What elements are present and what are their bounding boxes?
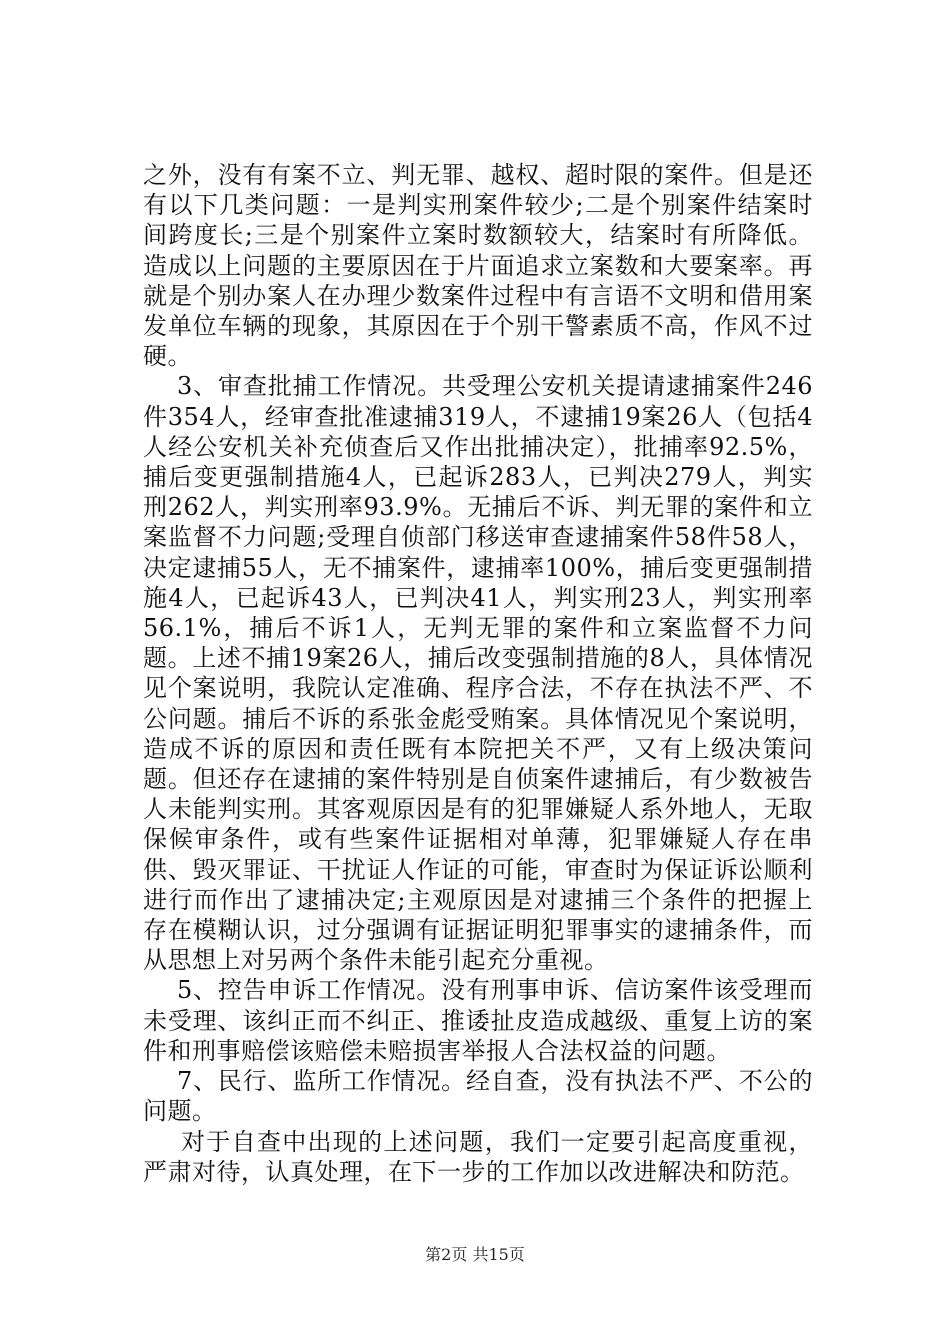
page-number-label: 第2页 共15页 [425, 1245, 525, 1264]
paragraph-civil-prison: 7、民行、监所工作情况。经自查，没有执法不严、不公的问题。 [143, 1067, 813, 1126]
paragraph-continuation: 之外，没有有案不立、判无罪、越权、超时限的案件。但是还有以下几类问题：一是判实刑案件较少;二是个别案件结案时间跨度长;三是个别案件立案时数额较大，结案时有所降低。造成以上问题的主要原因在于片面追求立案数和大要案率。再就是个别办案人在办理少数案件过程中有言语不文明和借用案发单位车辆的现象，其原因在于个别干警素质不高，作风不过硬。 [143, 161, 813, 371]
page-footer [0, 1245, 950, 1265]
paragraph-conclusion: 对于自查中出现的上述问题，我们一定要引起高度重视，严肃对待，认真处理，在下一步的工作加以改进解决和防范。 [143, 1127, 813, 1186]
paragraph-complaints: 5、控告申诉工作情况。没有刑事申诉、信访案件该受理而未受理、该纠正而不纠正、推诿扯皮造成越级、重复上访的案件和刑事赔偿该赔偿未赔损害举报人合法权益的问题。 [143, 976, 813, 1065]
document-body [143, 160, 813, 1187]
paragraph-arrest-review: 3、审查批捕工作情况。共受理公安机关提请逮捕案件246件354人，经审查批准逮捕319人，不逮捕19案26人（包括4人经公安机关补充侦查后又作出批捕决定），批捕率92.5%，捕后变更强制措施4人，已起诉283人，已判决279人，判实刑262人，判实刑率93.9%。无捕后不诉、判无罪的案件和立案监督不力问题;受理自侦部门移送审查逮捕案件58件58人，决定逮捕55人，无不捕案件，逮捕率100%，捕后变更强制措施4人，已起诉43人，已判决41人，判实刑23人，判实刑率56.1%，捕后不诉1人，无判无罪的案件和立案监督不力问题。上述不捕19案26人，捕后改变强制措施的8人，具体情况见个案说明，我院认定准确、程序合法，不存在执法不严、不公问题。捕后不诉的系张金彪受贿案。具体情况见个案说明，造成不诉的原因和责任既有本院把关不严，又有上级决策问题。但还存在逮捕的案件特别是自侦案件逮捕后，有少数被告人未能判实刑。其客观原因是有的犯罪嫌疑人系外地人，无取保候审条件，或有些案件证据相对单薄，犯罪嫌疑人存在串供、毁灭罪证、干扰证人作证的可能，审查时为保证诉讼顺利进行而作出了逮捕决定;主观原因是对逮捕三个条件的把握上存在模糊认识，过分强调有证据证明犯罪事实的逮捕条件，而从思想上对另两个条件未能引起充分重视。 [143, 372, 813, 975]
